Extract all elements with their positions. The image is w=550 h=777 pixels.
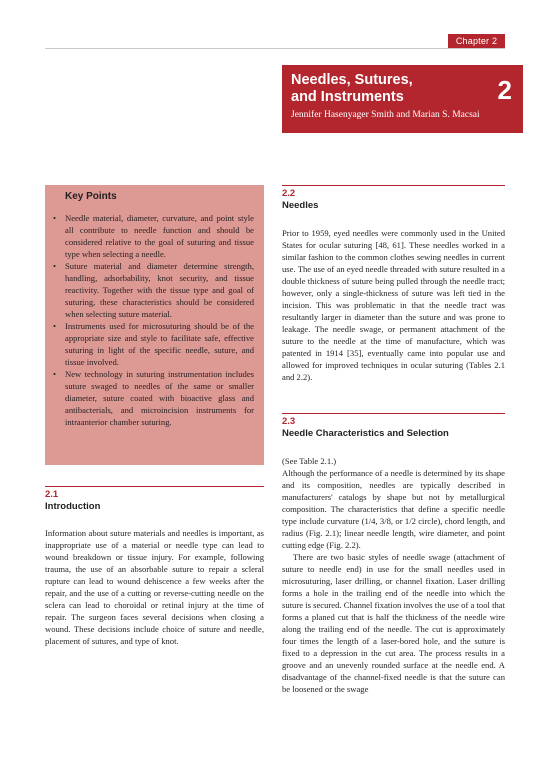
key-point-item <box>53 260 254 320</box>
paragraph: Although the performance of a needle is determined by its shape and its composition, needles are typically described in manufacturers' catalogs by shape but not by metallurgical composition. The characteristics that define a specific needle type include curvature (1/4, 3/8, or 1/2 circle), chord length, and radius (Fig. 2.1); linear needle length, wire diameter, and point cutting edge (Fig. 2.2). <box>282 468 505 550</box>
section-rule <box>282 413 505 414</box>
section-2-1-heading <box>45 486 264 513</box>
chapter-title-line2: and Instruments <box>291 89 404 105</box>
section-2-2-body <box>282 227 505 383</box>
bullet-icon: • <box>53 261 57 271</box>
key-points-title: Key Points <box>65 191 117 202</box>
key-points-box <box>45 185 264 465</box>
chapter-authors: Jennifer Hasenyager Smith and Marian S. Macsai <box>291 110 480 120</box>
section-rule <box>45 486 264 487</box>
bullet-icon: • <box>53 369 57 379</box>
key-point-text: Needle material, diameter, curvature, and point style all contribute to needle function and should be considered relative to the goal of suturing and tissue type when selecting a needle. <box>65 213 254 259</box>
section-number: 2.1 <box>45 489 59 500</box>
chapter-title-line1: Needles, Sutures, <box>291 72 413 88</box>
section-number: 2.3 <box>282 416 296 427</box>
section-2-1-body <box>45 527 264 647</box>
section-number: 2.2 <box>282 188 296 199</box>
chapter-title-box <box>282 65 523 133</box>
paragraph: Prior to 1959, eyed needles were commonly used in the United States for ocular suturing [48, 61]. These needles worked in a similar fashion to the common clothes sewing needles in current use. The use of an eyed needle threaded with suture resulted in a double thickness of suture being pulled through the needle tract; however, only a single-thickness of suture was left tied in the incision. This was problematic in that the needle tract was resultantly larger in diameter than the suture and was prone to leakage. The needle swage, or permanent attachment of the suture to the needle at the time of manufacture, which was patented in 1914 [35], eventually came into popular use and allowed for improved techniques in ocular suturing (Tables 2.1 and 2.2). <box>282 228 505 382</box>
paragraph: (See Table 2.1.) <box>282 456 337 466</box>
key-point-item <box>53 212 254 260</box>
section-2-3-body <box>282 455 505 695</box>
section-2-3-heading <box>282 413 505 440</box>
chapter-title <box>291 72 413 106</box>
section-2-2-heading <box>282 185 505 212</box>
chapter-number: 2 <box>497 75 512 105</box>
section-title: Needle Characteristics and Selection <box>282 428 449 439</box>
section-rule <box>282 185 505 186</box>
key-point-text: New technology in suturing instrumentation includes suture swaged to needles of the same or smaller diameter, suture coated with bioactive glass and antibacterials, and microincision instruments for intraanterior chamber suturing. <box>65 369 254 427</box>
paragraph: There are two basic styles of needle swage (attachment of suture to needle end) in use for the small needles used in microsuturing, laser drilling, or channel fixation. Laser drilling forms a hole in the trailing end of the needle into which the suture is secured. Channel fixation involves the use of a tool that forms a planed cut that is half the thickness of the needle wire along the trailing end of the needle. The cut is approximately four times the length of a laser-bored hole, and the suture is fixed to a depression in the cut area. The process results in a groove and an unevenly rounded surface at the needle end. A disadvantage of the channel-fixed needle is that the suture can be loosened or the swage <box>282 552 505 694</box>
key-point-item <box>53 368 254 428</box>
section-title: Introduction <box>45 501 101 512</box>
key-points-list <box>53 212 254 428</box>
bullet-icon: • <box>53 213 57 223</box>
chapter-rule <box>45 48 505 49</box>
section-title: Needles <box>282 200 319 211</box>
chapter-tab: Chapter 2 <box>448 34 505 49</box>
bullet-icon: • <box>53 321 57 331</box>
key-point-text: Suture material and diameter determine strength, handling, adsorbability, knot security, and tissue reactivity. Together with the tissue type and goal of suturing, these characteristics should be considered when selecting suture material. <box>65 261 254 319</box>
paragraph: Information about suture materials and needles is important, as inappropriate use of a material or needle type can lead to wound breakdown or tissue injury. For example, following trauma, the use of an absorbable suture to repair a scleral rupture can lead to wound dehiscence a few weeks after the repair, and the use of a cutting or reverse-cutting needle on the sclera can lead to choroidal or retinal injury at the time of repair. The surgeon faces several decisions when closing a wound. These decisions include choice of suture and needle, placement of sutures, and type of knot. <box>45 528 264 646</box>
key-point-item <box>53 320 254 368</box>
key-point-text: Instruments used for microsuturing should be of the appropriate size and style to facilitate safe, effective suturing in light of the specific needle, suture, and tissue involved. <box>65 321 254 367</box>
